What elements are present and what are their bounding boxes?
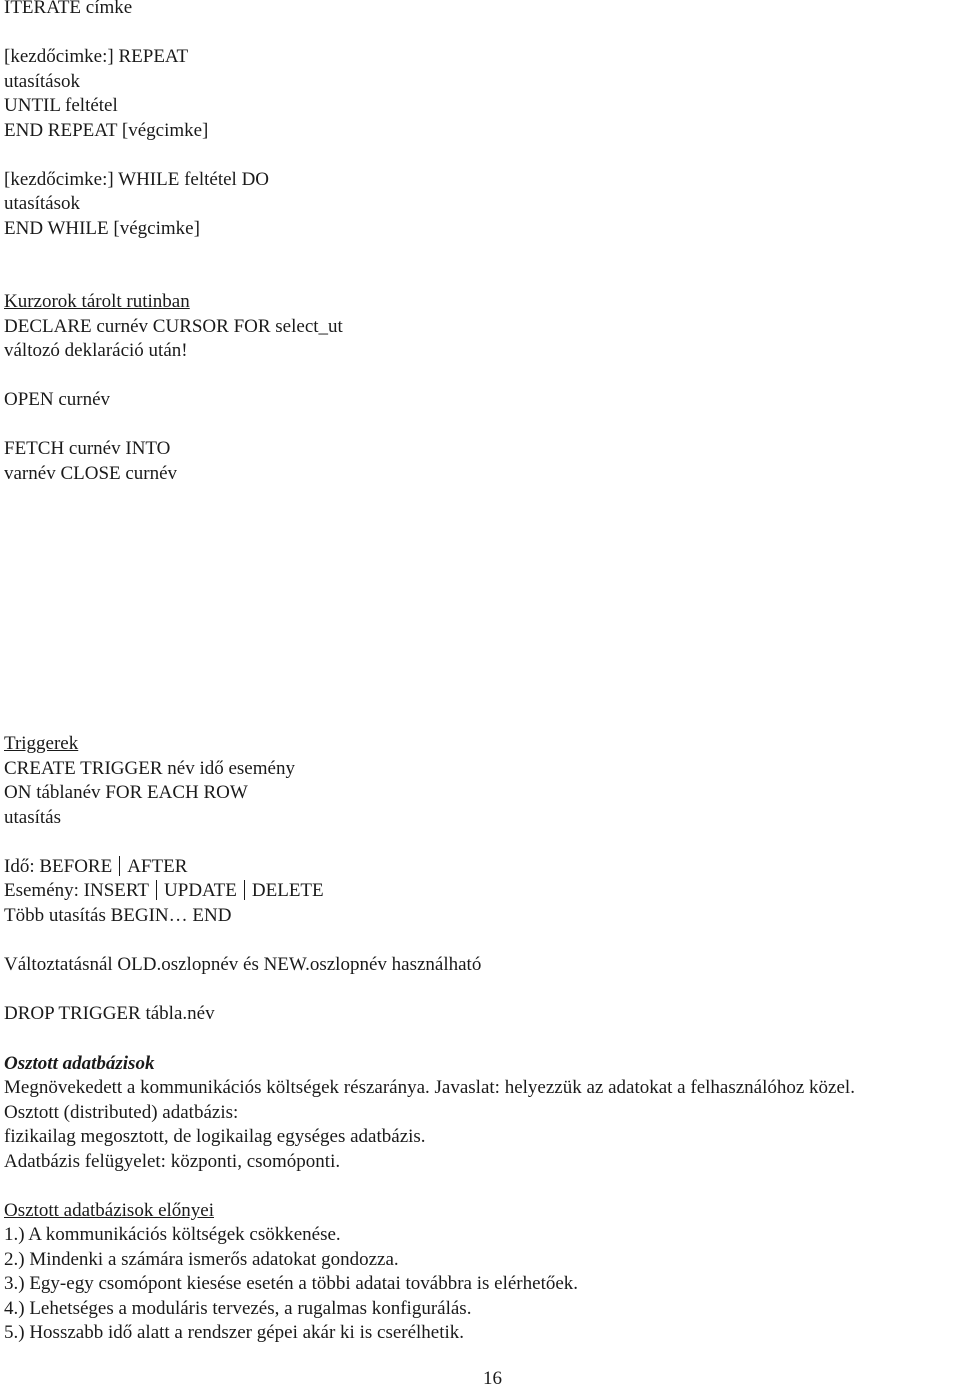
on-table-line: ON táblanév FOR EACH ROW xyxy=(4,782,248,803)
begin-end-line: Több utasítás BEGIN… END xyxy=(4,905,232,926)
advantage-item-5: 5.) Hosszabb idő alatt a rendszer gépei akár ki is cserélhetik. xyxy=(4,1322,465,1343)
advantage-item-2: 2.) Mindenki a számára ismerős adatokat gondozza. xyxy=(4,1249,399,1270)
declare-cursor-line: DECLARE curnév CURSOR FOR select_ut xyxy=(4,316,343,337)
drop-trigger-line: DROP TRIGGER tábla.név xyxy=(4,1003,215,1024)
communication-cost-line: Megnövekedett a kommunikációs költségek részaránya. Javaslat: helyezzük az adatokat a felhasználóhoz közel. xyxy=(4,1077,855,1098)
cursors-heading: Kurzorok tárolt rutinban xyxy=(4,291,190,312)
iterate-line: ITERATE címke xyxy=(4,0,133,18)
close-cursor-line: varnév CLOSE curnév xyxy=(4,463,178,484)
advantage-item-1: 1.) A kommunikációs költségek csökkenése. xyxy=(4,1224,341,1245)
triggers-heading: Triggerek xyxy=(4,733,79,754)
page-number: 16 xyxy=(483,1368,502,1389)
until-line: UNTIL feltétel xyxy=(4,95,118,116)
while-body-line: utasítások xyxy=(4,193,80,214)
declare-note-line: változó deklaráció után! xyxy=(4,340,188,361)
end-while-line: END WHILE [végcimke] xyxy=(4,218,200,239)
open-cursor-line: OPEN curnév xyxy=(4,389,111,410)
trigger-event-line: Esemény: INSERT UPDATE DELETE xyxy=(4,880,324,901)
while-line: [kezdőcimke:] WHILE feltétel DO xyxy=(4,169,270,190)
old-new-line: Változtatásnál OLD.oszlopnév és NEW.oszlopnév használható xyxy=(4,954,482,975)
distributed-db-heading: Osztott adatbázisok xyxy=(4,1053,155,1074)
advantage-item-4: 4.) Lehetséges a moduláris tervezés, a rugalmas konfigurálás. xyxy=(4,1298,472,1319)
physical-logical-line: fizikailag megosztott, de logikailag egységes adatbázis. xyxy=(4,1126,426,1147)
advantage-item-3: 3.) Egy-egy csomópont kiesése esetén a többi adatai továbbra is elérhetőek. xyxy=(4,1273,579,1294)
repeat-body-line: utasítások xyxy=(4,71,80,92)
create-trigger-line: CREATE TRIGGER név idő esemény xyxy=(4,758,295,779)
distributed-def-line: Osztott (distributed) adatbázis: xyxy=(4,1102,239,1123)
trigger-statement-line: utasítás xyxy=(4,807,61,828)
supervision-line: Adatbázis felügyelet: központi, csomóponti. xyxy=(4,1151,341,1172)
end-repeat-line: END REPEAT [végcimke] xyxy=(4,120,209,141)
advantages-heading: Osztott adatbázisok előnyei xyxy=(4,1200,214,1221)
separator-bar xyxy=(244,880,245,900)
fetch-line: FETCH curnév INTO xyxy=(4,438,171,459)
trigger-time-line: Idő: BEFORE AFTER xyxy=(4,856,188,877)
separator-bar xyxy=(156,880,157,900)
repeat-line: [kezdőcimke:] REPEAT xyxy=(4,46,189,67)
separator-bar xyxy=(119,856,120,876)
